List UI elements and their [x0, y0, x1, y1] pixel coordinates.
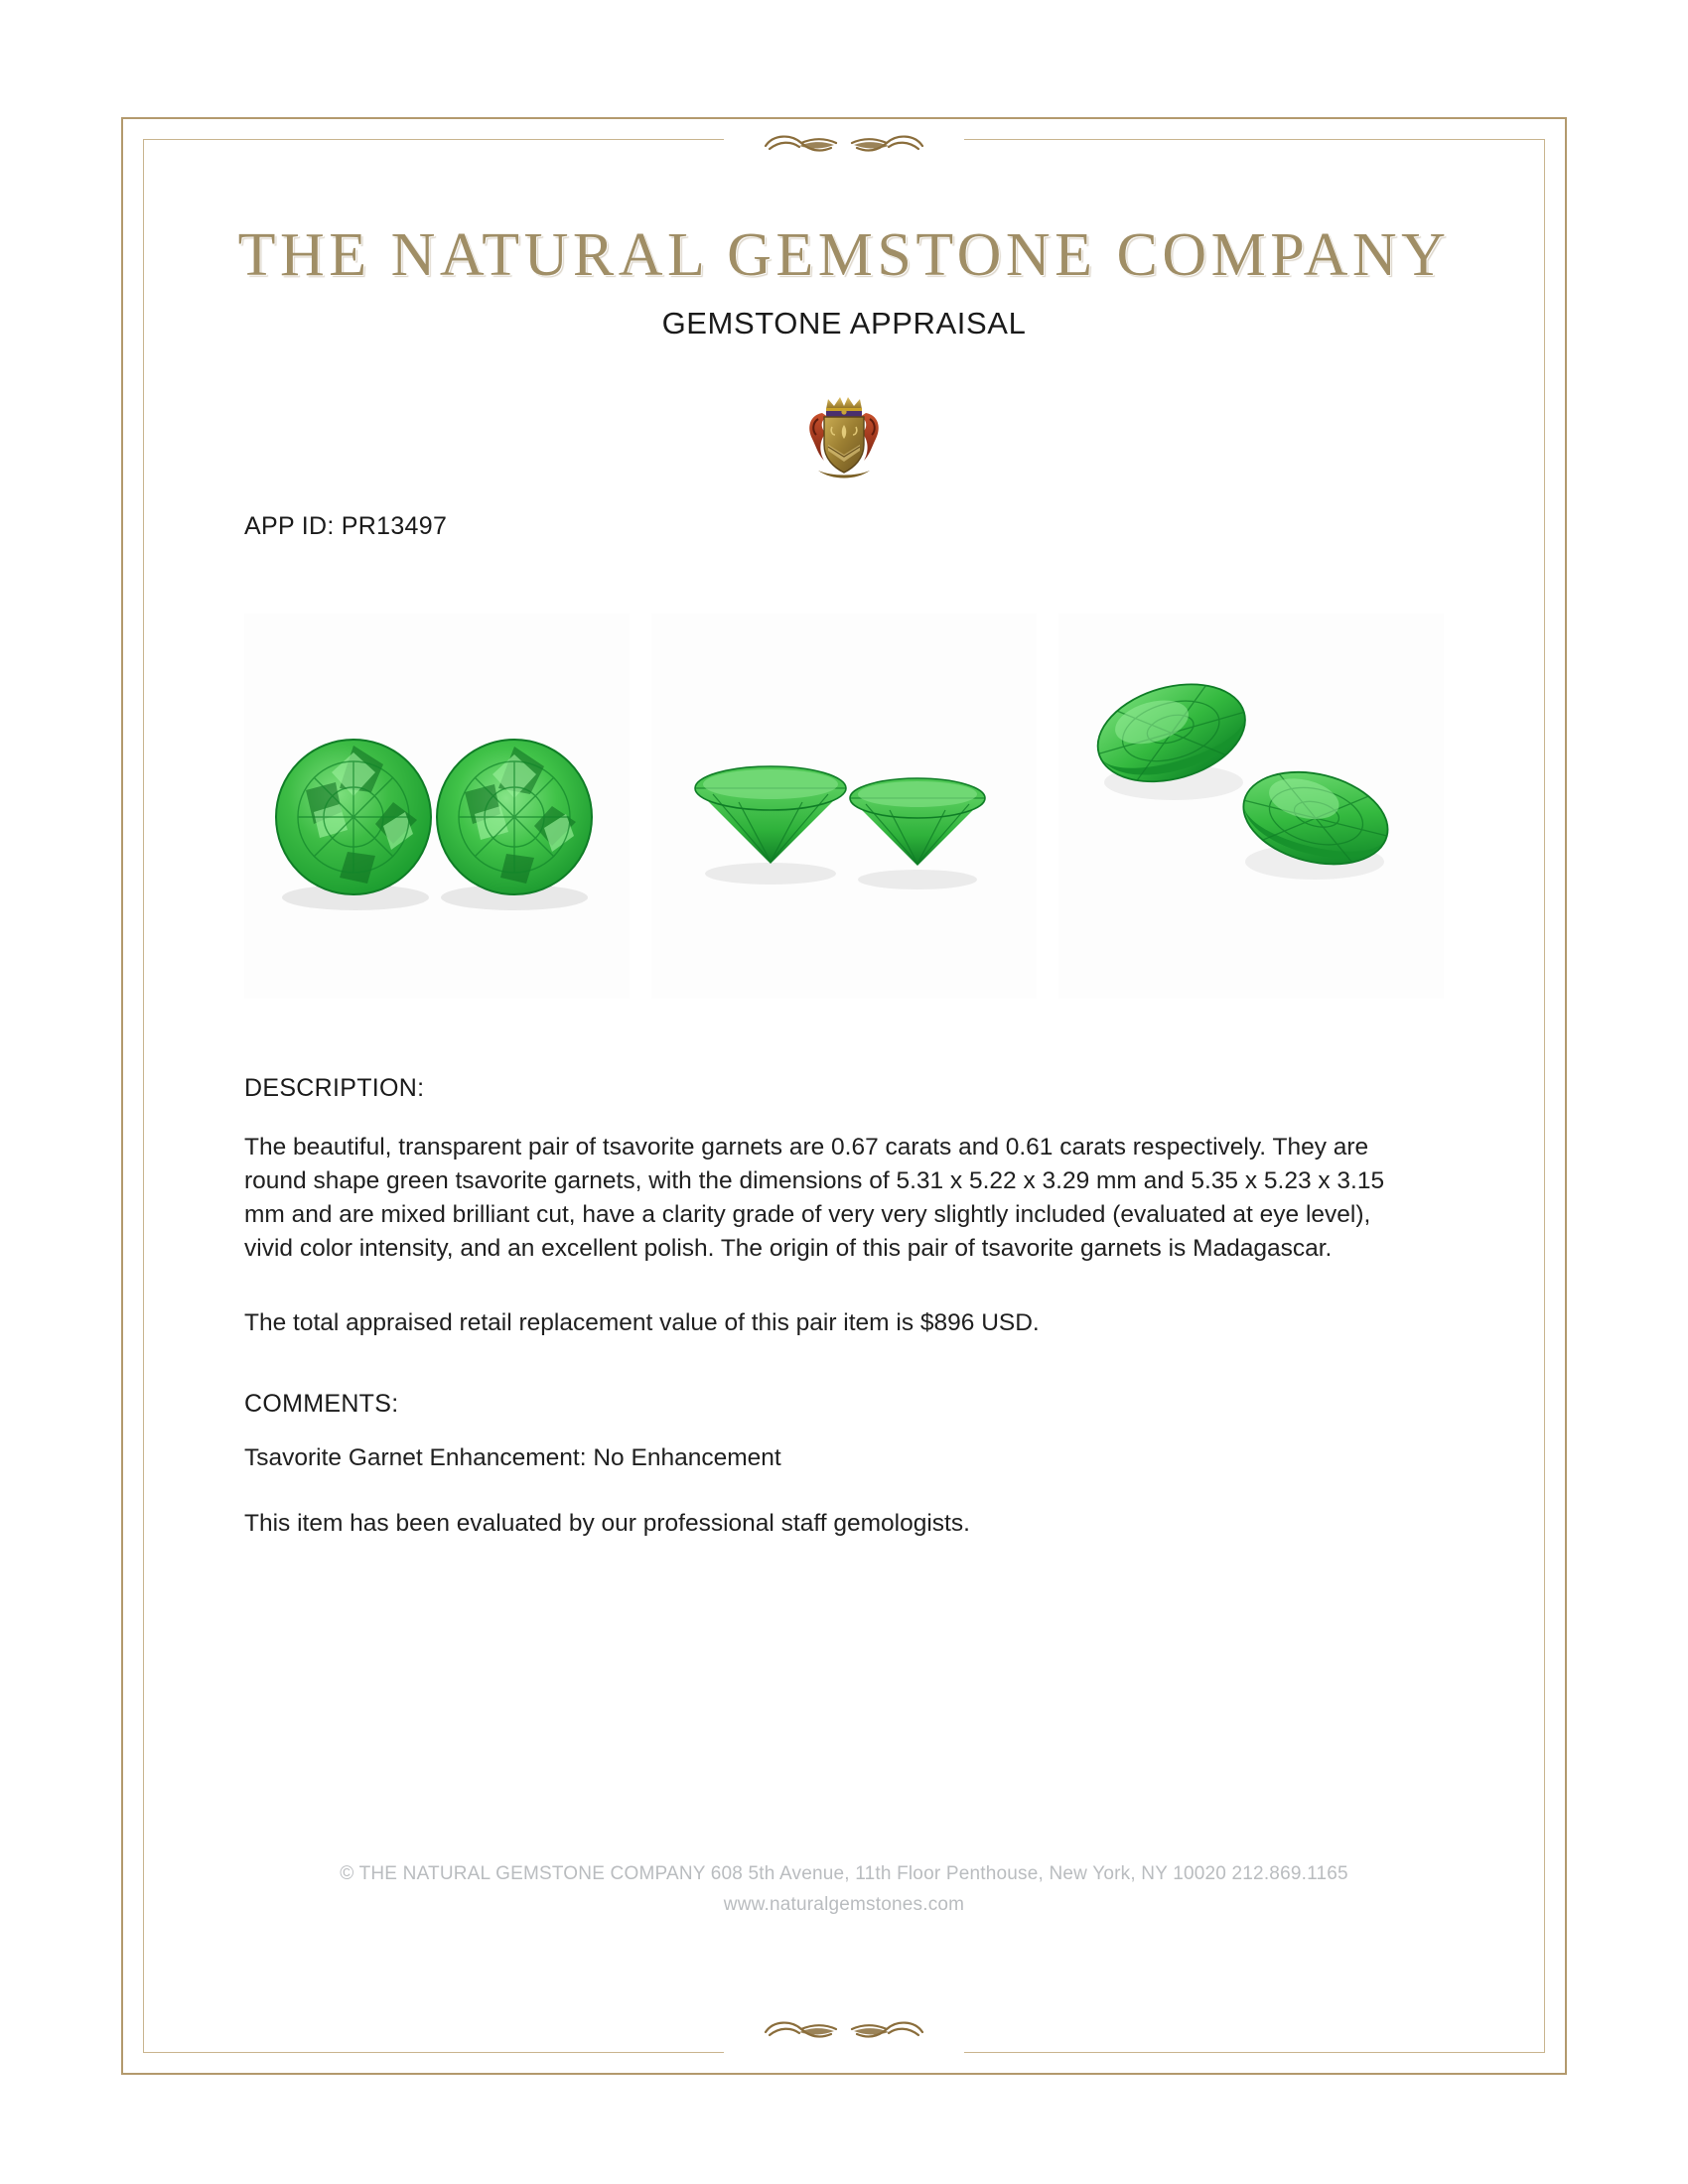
company-title: THE NATURAL GEMSTONE COMPANY: [237, 221, 1451, 289]
description-heading: DESCRIPTION:: [244, 1074, 425, 1102]
round-tsavorite-pair-angled-view-icon: [1058, 614, 1444, 999]
page-footer: [0, 1858, 1688, 1920]
heraldic-crest-logo-icon: [798, 389, 890, 480]
appraised-value-statement: The total appraised retail replacement value of this pair item is $896 USD.: [244, 1309, 1040, 1336]
app-id-label: APP ID: PR13497: [244, 512, 448, 540]
gem-photo-angled: [1058, 614, 1444, 999]
evaluation-note: This item has been evaluated by our professional staff gemologists.: [244, 1510, 970, 1537]
footer-website-line[interactable]: www.naturalgemstones.com: [723, 1894, 965, 1915]
crest-container: [0, 389, 1688, 480]
round-tsavorite-pair-top-view-icon: [244, 614, 630, 999]
round-tsavorite-pair-side-view-icon: [651, 614, 1037, 999]
comments-heading: COMMENTS:: [244, 1390, 399, 1418]
document-subtitle: GEMSTONE APPRAISAL: [661, 306, 1027, 341]
enhancement-note: Tsavorite Garnet Enhancement: No Enhancement: [244, 1444, 781, 1471]
gemstone-image-gallery: [244, 614, 1444, 999]
gem-photo-profile: [651, 614, 1037, 999]
gem-photo-face-up: [244, 614, 630, 999]
footer-address-line: © THE NATURAL GEMSTONE COMPANY 608 5th Avenue, 11th Floor Penthouse, New York, NY 10020 212.869.1165: [340, 1863, 1348, 1884]
description-paragraph: The beautiful, transparent pair of tsavorite garnets are 0.67 carats and 0.61 carats respectively. They are round shape green tsavorite garnets, with the dimensions of 5.31 x 5.22 x 3.29 mm and 5.35 x 5.23 x 3.15 mm and are mixed brilliant cut, have a clarity grade of very very slightly included (evaluated at eye level), vivid color intensity, and an excellent polish. The origin of this pair of tsavorite garnets is Madagascar.: [244, 1134, 1385, 1262]
document-header: [0, 221, 1688, 341]
